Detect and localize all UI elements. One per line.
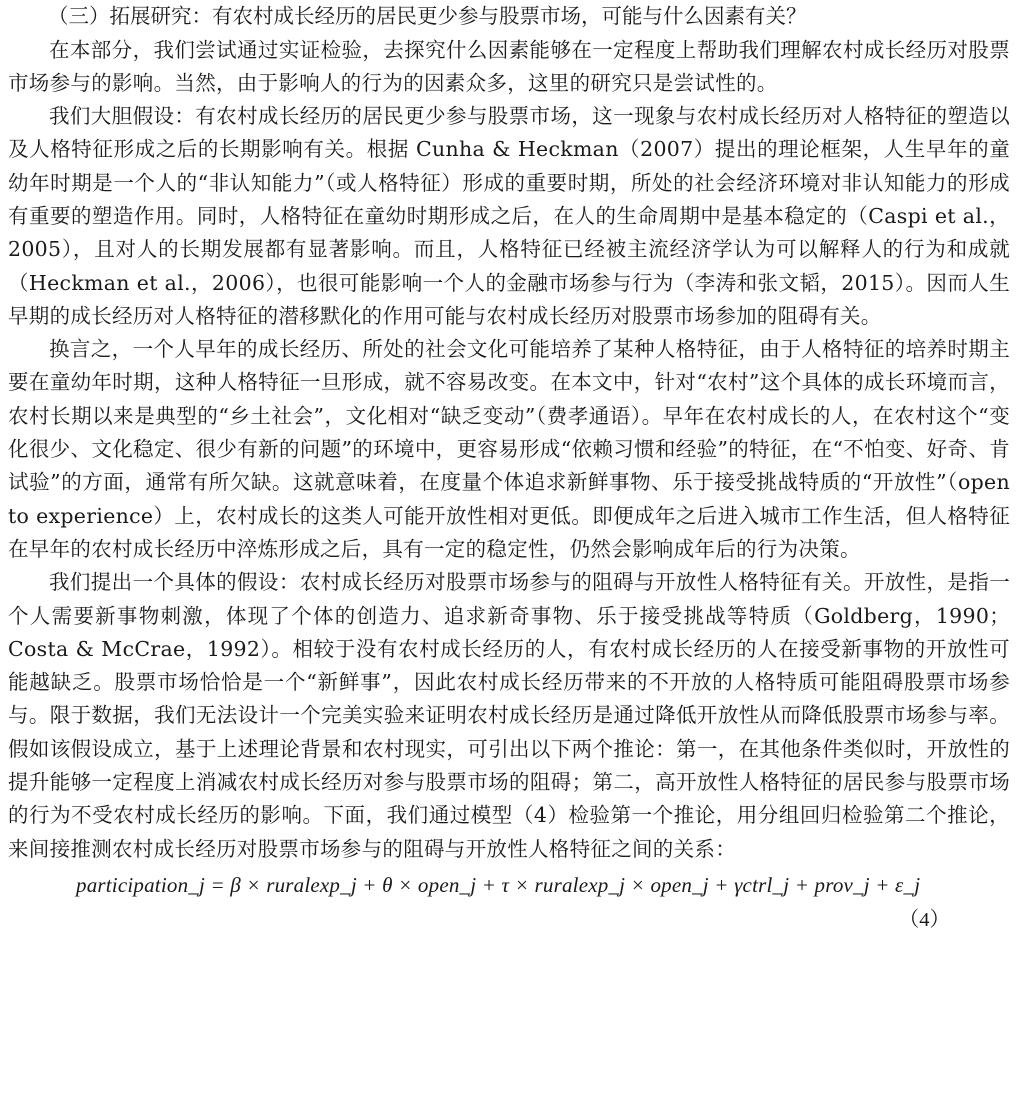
formula-text: participation_j = β × ruralexp_j + θ × open_j + τ × ruralexp_j × open_j + γctrl_j + prov_j + ε_j: [76, 872, 921, 897]
paragraph-1: 在本部分，我们尝试通过实证检验，去探究什么因素能够在一定程度上帮助我们理解农村成长经历对股票市场参与的影响。当然，由于影响人的行为的因素众多，这里的研究只是尝试性的。: [8, 37, 1010, 95]
paragraph-3: 换言之，一个人早年的成长经历、所处的社会文化可能培养了某种人格特征，由于人格特征的培养时期主要在童幼年时期，这种人格特征一旦形成，就不容易改变。在本文中，针对“农村”这个具体的成长环境而言，农村长期以来是典型的“乡土社会”，文化相对“缺乏变动”（费孝通语）。早年在农村成长的人，在农村这个“变化很少、文化稳定、很少有新的问题”的环境中，更容易形成“依赖习惯和经验”的特征，在“不怕变、好奇、肯试验”的方面，通常有所欠缺。这就意味着，在度量个体追求新鲜事物、乐于接受挑战特质的“开放性”（open to experience）上，农村成长的这类人可能开放性相对更低。即便成年之后进入城市工作生活，但人格特征在早年的农村成长经历中淬炼形成之后，具有一定的稳定性，仍然会影响成年后的行为决策。: [8, 337, 1010, 561]
paragraph-4: 我们提出一个具体的假设：农村成长经历对股票市场参与的阻碍与开放性人格特征有关。开放性，是指一个人需要新事物刺激，体现了个体的创造力、追求新奇事物、乐于接受挑战等特质（Goldberg，1990；Costa & McCrae，1992）。相较于没有农村成长经历的人，有农村成长经历的人在接受新事物的开放性可能越缺乏。股票市场恰恰是一个“新鲜事”，因此农村成长经历带来的不开放的人格特质可能阻碍股票市场参与。限于数据，我们无法设计一个完美实验来证明农村成长经历是通过降低开放性从而降低股票市场参与率。假如该假设成立，基于上述理论背景和农村现实，可引出以下两个推论：第一，在其他条件类似时，开放性的提升能够一定程度上消减农村成长经历对参与股票市场的阻碍；第二，高开放性人格特征的居民参与股票市场的行为不受农村成长经历的影响。下面，我们通过模型（4）检验第一个推论，用分组回归检验第二个推论，来间接推测农村成长经历对股票市场参与的阻碍与开放性人格特征之间的关系：: [8, 570, 1010, 861]
paragraph-2: 我们大胆假设：有农村成长经历的居民更少参与股票市场，这一现象与农村成长经历对人格特征的塑造以及人格特征形成之后的长期影响有关。根据 Cunha & Heckman（2007）提出的理论框架，人生早年的童幼年时期是一个人的“非认知能力”（或人格特征）形成的重要时期，所处的社会经济环境对非认知能力的形成有重要的塑造作用。同时，人格特征在童幼时期形成之后，在人的生命周期中是基本稳定的（Caspi et al.，2005），且对人的长期发展都有显著影响。而且，人格特征已经被主流经济学认为可以解释人的行为和成就（Heckman et al.，2006），也很可能影响一个人的金融市场参与行为（李涛和张文韬，2015）。因而人生早期的成长经历对人格特征的潜移默化的作用可能与农村成长经历对股票市场参加的阻碍有关。: [8, 104, 1010, 328]
equation-number: （4）: [898, 908, 950, 931]
section-heading: （三）拓展研究：有农村成长经历的居民更少参与股票市场，可能与什么因素有关？: [48, 4, 807, 28]
regression-formula: [8, 866, 1010, 931]
